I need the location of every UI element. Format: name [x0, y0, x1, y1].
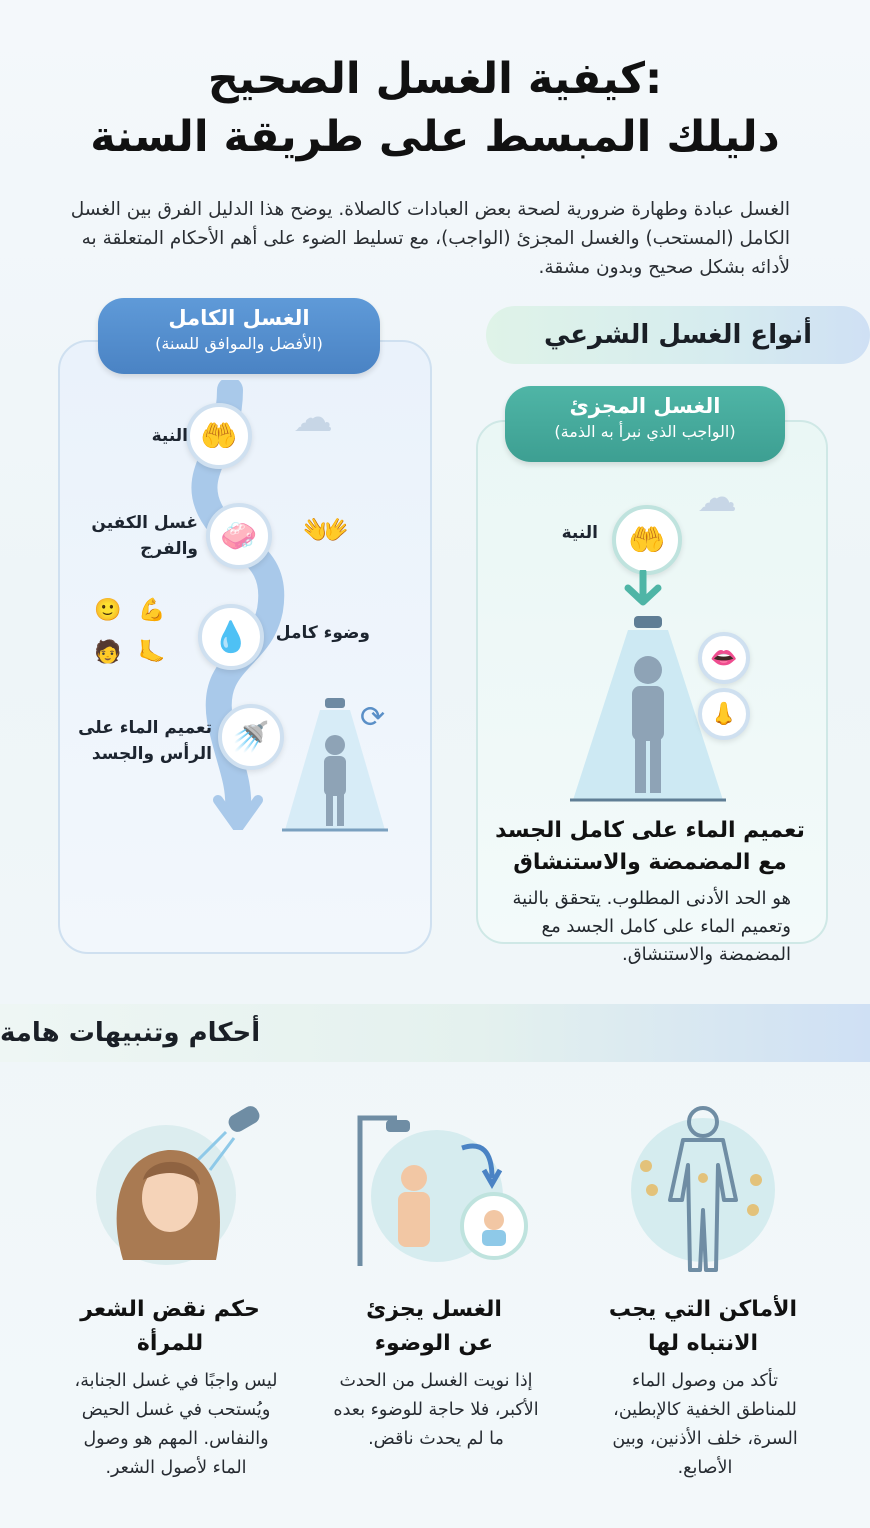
nose-rinse-icon: 👃 [698, 688, 750, 740]
ruling-2-title [334, 1293, 534, 1361]
washing-hands-icon: 👐 [302, 508, 350, 552]
ruling-2-title-line-1: الغسل يجزئ [366, 1297, 502, 1322]
types-heading-text: أنواع الغسل الشرعي [543, 320, 813, 350]
partial-intention-label: النية [561, 523, 598, 543]
washing-hands-icon: 🧼 [206, 503, 272, 569]
ruling-2-title-line-2: عن الوضوء [374, 1331, 494, 1356]
woman-hair-icon [88, 1100, 266, 1270]
full-ghusl-subtitle: (الأفضل والموافق للسنة) [155, 334, 323, 353]
ruling-1-text: تأكد من وصول الماء للمناطق الخفية كالإبطين، السرة، خلف الأذنين، وبين الأصابع. [612, 1371, 798, 1478]
partial-ghusl-title: الغسل المجزئ [569, 394, 721, 418]
shower-person-icon [352, 1108, 530, 1268]
wudu-steps-icon [94, 598, 178, 678]
wudu-icon: 💧 [198, 604, 264, 670]
title-line-2: دليلك المبسط على طريقة السنة [90, 112, 780, 162]
thought-cloud-icon: ☁ [293, 395, 333, 441]
rulings-heading-text: أحكام وتنبيهات هامة [0, 1018, 261, 1048]
foot-wash-icon: 🦶 [138, 640, 166, 665]
partial-description: هو الحد الأدنى المطلوب. يتحقق بالنية وتعميم الماء على كامل الجسد مع المضمضة والاستنشاق. [512, 888, 791, 965]
partial-main-point-line-1: تعميم الماء على كامل الجسد [495, 818, 805, 843]
head-water-icon: 🚿 [218, 704, 284, 770]
ruling-3-text: ليس واجبًا في غسل الجنابة، ويُستحب في غسل الحيض والنفاس. المهم هو وصول الماء لأصول الشعر. [74, 1371, 278, 1478]
ruling-3-title-line-1: حكم نقض الشعر [80, 1297, 260, 1322]
title-line-1: كيفية الغسل الصحيح: [207, 54, 663, 104]
full-step-4-label: تعميم الماء على الرأس والجسد [78, 718, 212, 764]
ruling-3-title [70, 1293, 270, 1361]
types-section-heading [486, 306, 870, 364]
full-ghusl-pill [98, 298, 380, 374]
thought-cloud-icon: ☁ [697, 475, 737, 521]
mouth-rinse-icon: 👄 [698, 632, 750, 684]
arm-wash-icon: 💪 [138, 598, 166, 623]
partial-ghusl-subtitle: (الواجب الذي نبرأ به الذمة) [554, 422, 736, 441]
intro-paragraph: الغسل عبادة وطهارة ضرورية لصحة بعض العبادات كالصلاة. يوضح هذا الدليل الفرق بين الغسل الكامل (المستحب) والغسل المجزئ (الواجب)، مع تسليط الضوء على أهم الأحكام المتعلقة به لأدائه بشكل صحيح وبدون مشقة. [70, 199, 790, 278]
full-step-1-label: النية [151, 426, 188, 446]
full-ghusl-title: الغسل الكامل [168, 306, 310, 330]
refresh-cycle-icon: ⟳ [360, 700, 386, 735]
partial-main-point-line-2: مع المضمضة والاستنشاق [513, 850, 787, 875]
full-step-3-label: وضوء كامل [275, 623, 370, 643]
ruling-1-title-line-1: الأماكن التي يجب [608, 1297, 798, 1322]
face-wash-icon: 🙂 [94, 598, 122, 623]
praying-hands-icon: 🤲 [186, 403, 252, 469]
page-title [40, 50, 830, 166]
praying-hands-icon: 🤲 [612, 505, 682, 575]
body-outline-icon [628, 1100, 778, 1275]
ruling-1-title-line-2: الانتباه لها [647, 1331, 759, 1356]
arrow-down-icon [620, 570, 666, 606]
partial-main-point [490, 815, 810, 879]
full-step-2-label: غسل الكفين والفرج [91, 513, 198, 559]
ruling-2-text: إذا نويت الغسل من الحدث الأكبر، فلا حاجة للوضوء بعده ما لم يحدث ناقض. [333, 1371, 539, 1449]
ruling-1-title [596, 1293, 810, 1361]
partial-ghusl-pill [505, 386, 785, 462]
head-wipe-icon: 🧑 [94, 640, 122, 665]
rulings-section-heading [0, 1004, 870, 1062]
ruling-3-title-line-2: للمرأة [136, 1331, 204, 1356]
